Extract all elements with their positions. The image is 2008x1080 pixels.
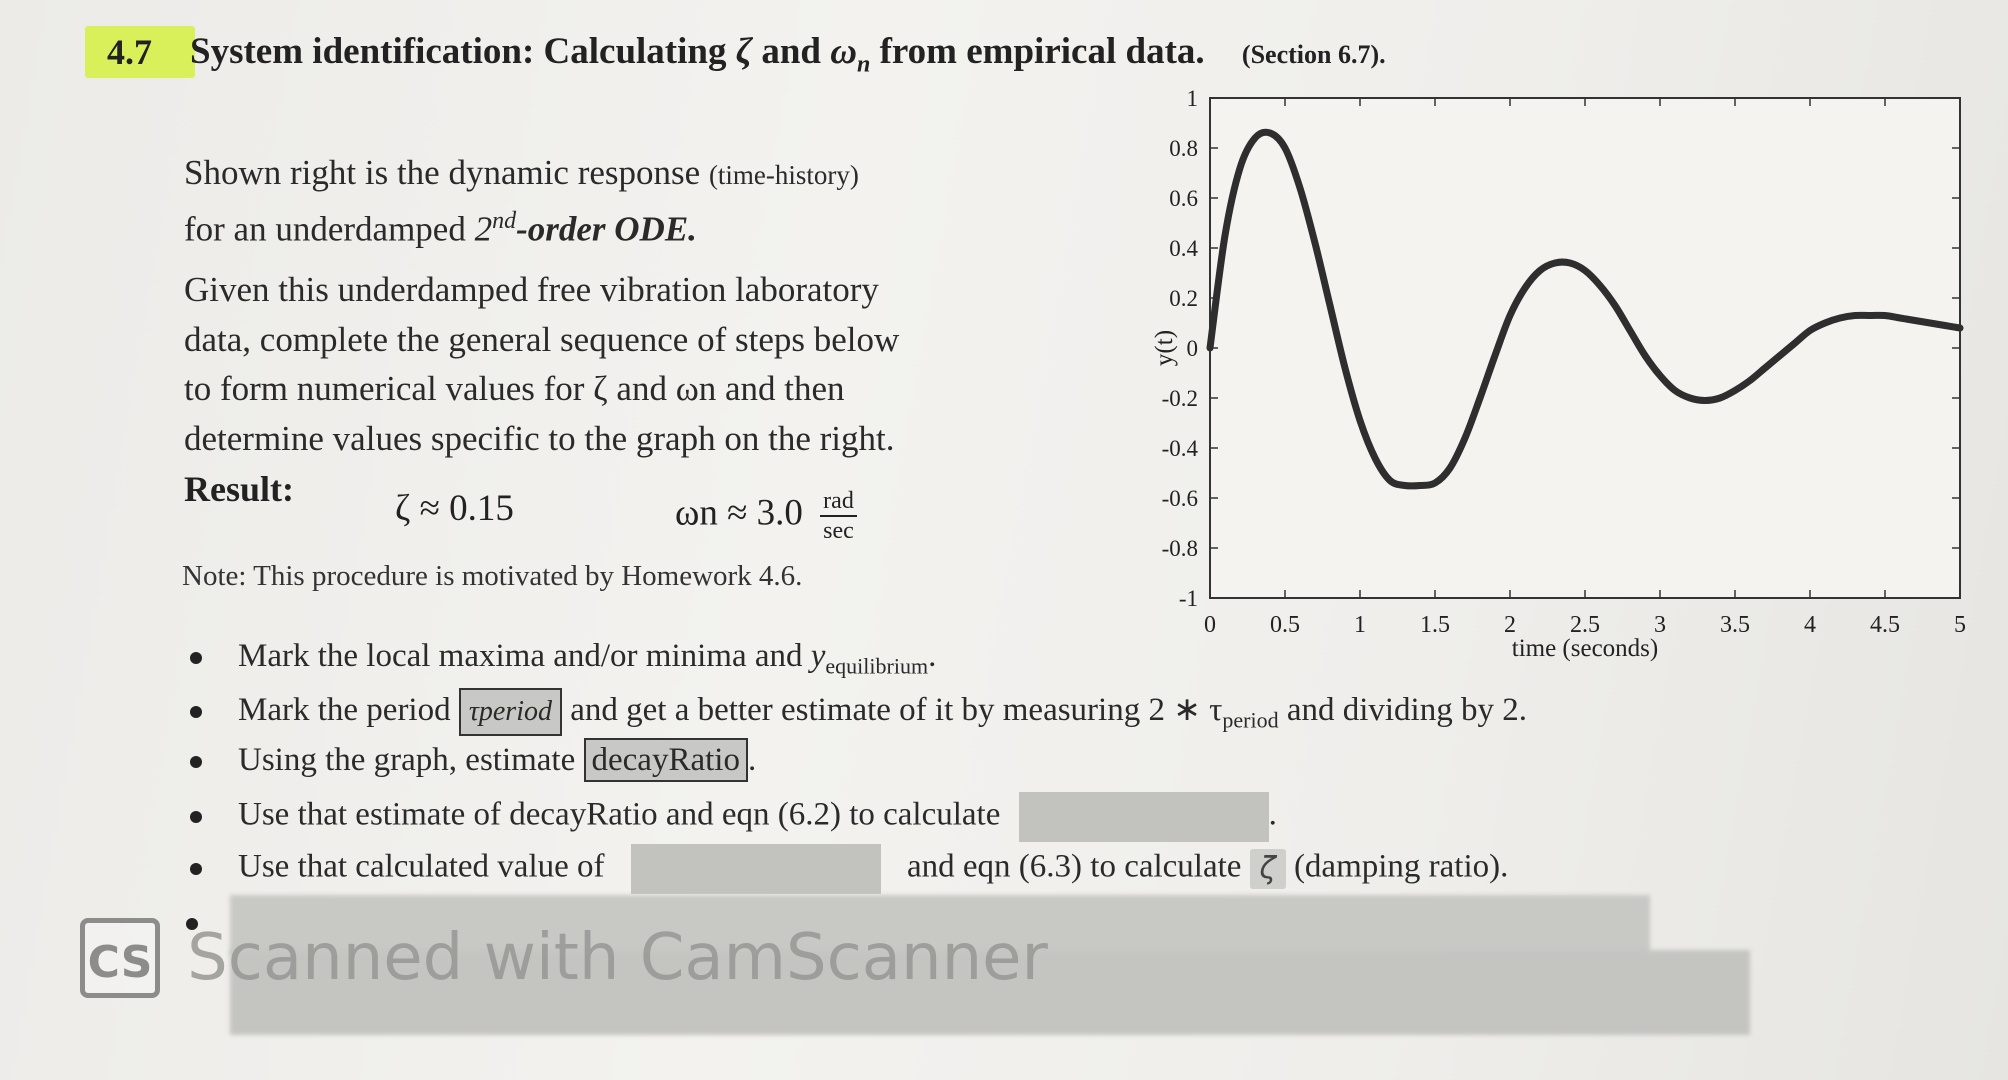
x-tick-label: 0 [1204,612,1216,638]
bullet-2 [190,688,1527,736]
section-reference: (Section 6.7). [1241,40,1386,69]
bullet-1-end: . [928,638,937,674]
y-tick-label: 0.8 [1169,136,1198,161]
chart-layer [1151,86,1966,662]
x-axis-label: time (seconds) [1511,635,1659,662]
response-chart [1140,86,1980,686]
bullet-1-text: Mark the local maxima and/or minima and [238,638,803,674]
redacted-answer-1 [1019,792,1269,842]
title-and: and [761,31,821,72]
given-line-2: data, complete the general sequence of steps below [184,320,900,359]
camscanner-watermark [80,918,1048,998]
bullet-2-text-c: and dividing by 2. [1286,692,1527,728]
bullet-dot [190,706,202,718]
title-part2: from empirical data. [879,31,1205,72]
wn-result-text: ωn ≈ 3.0 [675,492,803,534]
bullet-1-var: y [810,638,826,674]
y-tick-label: -0.4 [1161,436,1198,461]
bullet-5-text-a: Use that calculated value of [238,848,605,885]
y-tick-label: 0.2 [1169,286,1198,311]
zeta-result: ζ ≈ 0.15 [395,488,514,529]
given-line-1: Given this underdamped free vibration laboratory [184,270,879,309]
x-tick-label: 3 [1654,612,1666,638]
bullet-dot [190,863,202,875]
page-title [190,30,1386,78]
y-tick-label: 0.6 [1169,186,1198,211]
bullet-5-text-c: (damping ratio). [1293,848,1509,885]
y-tick-label: -0.2 [1161,386,1198,411]
bullet-5 [190,844,1508,894]
section-number: 4.7 [85,26,195,78]
y-axis-label: y(t) [1151,329,1178,367]
bullet-2-text-b: and get a better estimate of it by measuring 2 ∗ τ [570,692,1223,728]
order-number: 2 [474,209,493,249]
title-part1: System identification: Calculating [190,31,727,72]
wn-result [675,487,857,545]
given-line-3: to form numerical values for ζ and ωn and then [184,369,845,408]
bullet-4-text: Use that estimate of decayRatio and eqn (6.2) to calculate [238,796,1001,833]
decay-ratio-box: decayRatio [584,738,748,782]
bullet-1 [190,638,936,680]
bullet-2-text-a: Mark the period [238,692,451,728]
x-tick-label: 2 [1504,612,1516,638]
order-superscript: nd [492,208,517,234]
bullet-3-end: . [747,742,757,778]
x-tick-label: 4.5 [1870,612,1900,638]
intro-line-2-text: for an underdamped [184,209,466,249]
y-tick-label: 0 [1186,336,1198,361]
bullet-dot [190,811,202,823]
x-tick-label: 5 [1954,612,1966,638]
x-tick-label: 2.5 [1570,612,1600,638]
note-text: Note: This procedure is motivated by Homework 4.6. [182,560,803,592]
intro-line-1-paren: (time-history) [708,160,859,190]
x-tick-label: 4 [1804,612,1816,638]
watermark-text: Scanned with CamScanner [187,921,1048,995]
bullet-3-text: Using the graph, estimate [238,742,576,778]
y-tick-label: 0.4 [1169,236,1198,261]
bullet-4 [190,792,1277,842]
handwritten-zeta: ζ [1250,849,1286,889]
given-line-4: determine values specific to the graph on the right. [184,419,895,458]
plot-frame [1210,98,1960,598]
bullet-5-text-b: and eqn (6.3) to calculate [907,848,1242,885]
intro-line-1 [184,148,859,200]
bullet-1-sub: equilibrium [825,653,929,679]
intro-line-1-text: Shown right is the dynamic response [184,153,701,192]
omega-sub: n [856,51,871,78]
zeta-symbol: ζ [735,31,753,72]
bullet-dot [190,756,202,768]
tau-period-box: τperiod [459,688,562,736]
bullet-3 [190,738,756,782]
order-ode-text: -order ODE. [516,209,697,249]
bullet-4-end: . [1268,796,1277,833]
unit-denominator: sec [823,518,854,544]
x-tick-label: 1 [1354,612,1366,638]
x-tick-label: 0.5 [1270,612,1300,638]
y-tick-label: -0.8 [1161,536,1198,561]
x-tick-label: 1.5 [1420,612,1450,638]
y-tick-label: -0.6 [1161,486,1198,511]
omega-symbol: ω [830,31,857,72]
camscanner-logo-icon: CS [80,918,160,998]
y-tick-label: 1 [1186,86,1198,111]
x-tick-label: 3.5 [1720,612,1750,638]
unit-fraction [820,487,857,545]
bullet-dot [190,652,202,664]
redacted-answer-2 [631,844,881,894]
y-tick-label: -1 [1178,586,1198,611]
intro-line-2 [184,197,697,254]
result-label: Result: [184,469,294,509]
bullet-2-sub: period [1222,707,1279,733]
unit-numerator: rad [820,487,857,517]
